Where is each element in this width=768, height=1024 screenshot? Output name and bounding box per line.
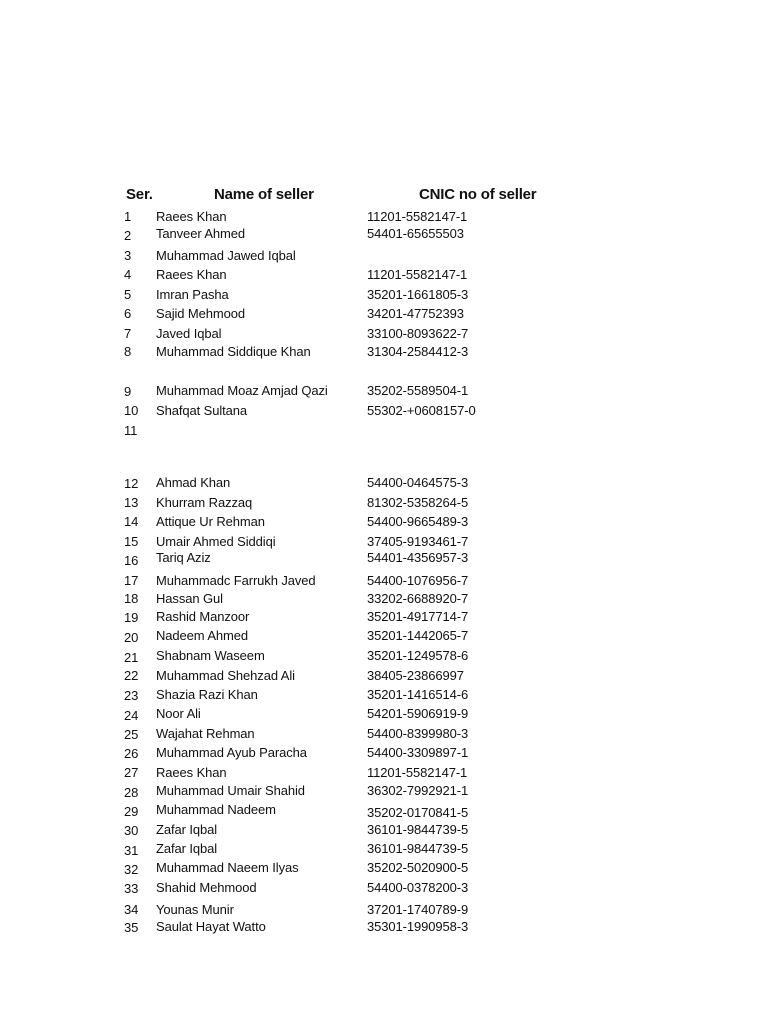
table-row	[0, 475, 768, 493]
row-seller-name: Younas Munir	[156, 902, 234, 917]
row-seller-cnic: 37405-9193461-7	[367, 534, 469, 549]
row-seller-name: Umair Ahmed Siddiqi	[156, 534, 276, 549]
row-seller-cnic: 31304-2584412-3	[367, 344, 469, 359]
row-seller-name: Raees Khan	[156, 267, 227, 282]
table-row	[0, 227, 768, 245]
row-seller-name: Tariq Aziz	[156, 550, 211, 565]
row-seller-name: Shahid Mehmood	[156, 880, 257, 895]
row-serial: 23	[124, 688, 139, 703]
table-row	[0, 402, 768, 420]
row-seller-cnic: 54400-0378200-3	[367, 880, 469, 895]
table-row	[0, 745, 768, 763]
row-seller-name: Zafar Iqbal	[156, 822, 218, 837]
row-serial: 16	[124, 553, 139, 568]
row-serial: 1	[124, 209, 132, 224]
table-row	[0, 803, 768, 821]
row-seller-cnic: 81302-5358264-5	[367, 495, 469, 510]
table-row	[0, 305, 768, 323]
row-serial: 18	[124, 591, 139, 606]
row-seller-cnic: 35201-1661805-3	[367, 287, 469, 302]
row-serial: 30	[124, 823, 139, 838]
row-seller-cnic: 54201-5906919-9	[367, 706, 469, 721]
row-seller-name: Raees Khan	[156, 765, 227, 780]
row-seller-name: Muhammadc Farrukh Javed	[156, 573, 316, 588]
row-serial: 32	[124, 862, 139, 877]
table-row	[0, 247, 768, 265]
row-serial: 6	[124, 306, 132, 321]
row-serial: 28	[124, 785, 139, 800]
row-seller-name: Shafqat Sultana	[156, 403, 248, 418]
header-seller-cnic: CNIC no of seller	[419, 186, 537, 203]
table-row	[0, 552, 768, 570]
row-seller-name: Muhammad Siddique Khan	[156, 344, 311, 359]
row-serial: 11	[124, 423, 138, 438]
row-seller-name: Hassan Gul	[156, 591, 223, 606]
row-seller-name: Muhammad Moaz Amjad Qazi	[156, 383, 328, 398]
row-serial: 25	[124, 727, 139, 742]
row-seller-name: Muhammad Umair Shahid	[156, 783, 305, 798]
row-seller-name: Shazia Razi Khan	[156, 687, 258, 702]
row-seller-name: Saulat Hayat Watto	[156, 919, 266, 934]
row-serial: 13	[124, 495, 139, 510]
table-row	[0, 383, 768, 401]
row-serial: 12	[124, 476, 139, 491]
row-serial: 31	[124, 843, 139, 858]
row-serial: 8	[124, 344, 132, 359]
table-row	[0, 494, 768, 512]
row-seller-cnic: 54400-0464575-3	[367, 475, 469, 490]
table-row	[0, 919, 768, 937]
row-serial: 21	[124, 650, 139, 665]
row-serial: 19	[124, 610, 139, 625]
row-serial: 24	[124, 708, 139, 723]
row-serial: 15	[124, 534, 139, 549]
table-row	[0, 842, 768, 860]
table-row	[0, 764, 768, 782]
row-seller-cnic: 35201-4917714-7	[367, 609, 469, 624]
row-serial: 26	[124, 746, 139, 761]
row-seller-cnic: 36101-9844739-5	[367, 841, 469, 856]
table-row	[0, 629, 768, 647]
table-row	[0, 861, 768, 879]
table-row	[0, 822, 768, 840]
row-seller-name: Javed Iqbal	[156, 326, 222, 341]
row-seller-name: Rashid Manzoor	[156, 609, 250, 624]
row-seller-cnic: 11201-5582147-1	[367, 765, 468, 780]
row-serial: 35	[124, 920, 139, 935]
row-seller-cnic: 35202-5020900-5	[367, 860, 469, 875]
row-seller-name: Raees Khan	[156, 209, 227, 224]
row-serial: 27	[124, 765, 139, 780]
row-seller-cnic: 35202-0170841-5	[367, 805, 469, 820]
row-seller-cnic: 35201-1416514-6	[367, 687, 469, 702]
row-serial: 34	[124, 902, 139, 917]
table-row	[0, 667, 768, 685]
row-serial: 33	[124, 881, 139, 896]
row-serial: 9	[124, 384, 132, 399]
table-row	[0, 649, 768, 667]
row-serial: 7	[124, 326, 132, 341]
row-serial: 14	[124, 514, 139, 529]
row-seller-name: Muhammad Shehzad Ali	[156, 668, 295, 683]
row-serial: 29	[124, 804, 139, 819]
row-seller-cnic: 36101-9844739-5	[367, 822, 469, 837]
table-row	[0, 286, 768, 304]
row-seller-cnic: 54400-9665489-3	[367, 514, 469, 529]
table-row	[0, 609, 768, 627]
table-row	[0, 901, 768, 919]
row-serial: 17	[124, 573, 139, 588]
row-seller-cnic: 11201-5582147-1	[367, 267, 468, 282]
row-serial: 22	[124, 668, 139, 683]
table-row	[0, 784, 768, 802]
row-seller-cnic: 54401-65655503	[367, 226, 464, 241]
row-seller-cnic: 37201-1740789-9	[367, 902, 469, 917]
row-seller-cnic: 35201-1442065-7	[367, 628, 469, 643]
header-serial: Ser.	[126, 186, 153, 203]
row-seller-name: Imran Pasha	[156, 287, 229, 302]
row-seller-cnic: 54400-3309897-1	[367, 745, 469, 760]
row-seller-name: Muhammad Naeem Ilyas	[156, 860, 299, 875]
table-row	[0, 208, 768, 226]
row-seller-name: Tanveer Ahmed	[156, 226, 246, 241]
table-row	[0, 880, 768, 898]
row-seller-cnic: 33202-6688920-7	[367, 591, 469, 606]
row-seller-name: Khurram Razzaq	[156, 495, 253, 510]
row-serial: 20	[124, 630, 139, 645]
table-row	[0, 572, 768, 590]
row-seller-name: Muhammad Ayub Paracha	[156, 745, 307, 760]
row-seller-name: Wajahat Rehman	[156, 726, 255, 741]
row-seller-name: Zafar Iqbal	[156, 841, 218, 856]
row-seller-name: Noor Ali	[156, 706, 201, 721]
row-serial: 2	[124, 228, 132, 243]
row-serial: 5	[124, 287, 132, 302]
row-serial: 4	[124, 267, 132, 282]
row-seller-cnic: 54400-8399980-3	[367, 726, 469, 741]
row-seller-cnic: 38405-23866997	[367, 668, 464, 683]
row-seller-cnic: 11201-5582147-1	[367, 209, 468, 224]
row-seller-name: Muhammad Nadeem	[156, 802, 276, 817]
row-seller-name: Ahmad Khan	[156, 475, 231, 490]
row-seller-name: Attique Ur Rehman	[156, 514, 265, 529]
header-seller-name: Name of seller	[214, 186, 314, 203]
row-seller-name: Sajid Mehmood	[156, 306, 246, 321]
row-serial: 3	[124, 248, 132, 263]
row-seller-name: Nadeem Ahmed	[156, 628, 249, 643]
table-row	[0, 343, 768, 361]
row-seller-cnic: 34201-47752393	[367, 306, 464, 321]
table-row	[0, 325, 768, 343]
row-seller-name: Muhammad Jawed Iqbal	[156, 248, 296, 263]
table-row	[0, 513, 768, 531]
row-seller-cnic: 36302-7992921-1	[367, 783, 469, 798]
table-row	[0, 422, 768, 440]
row-seller-cnic: 35301-1990958-3	[367, 919, 469, 934]
row-seller-cnic: 35201-1249578-6	[367, 648, 469, 663]
row-seller-cnic: 55302-+0608157-0	[367, 403, 476, 418]
row-seller-cnic: 33100-8093622-7	[367, 326, 469, 341]
table-row	[0, 707, 768, 725]
row-seller-cnic: 54401-4356957-3	[367, 550, 469, 565]
table-row	[0, 266, 768, 284]
row-seller-cnic: 35202-5589504-1	[367, 383, 469, 398]
table-row	[0, 726, 768, 744]
table-row	[0, 687, 768, 705]
row-serial: 10	[124, 403, 139, 418]
row-seller-name: Shabnam Waseem	[156, 648, 265, 663]
row-seller-cnic: 54400-1076956-7	[367, 573, 469, 588]
table-row	[0, 590, 768, 608]
